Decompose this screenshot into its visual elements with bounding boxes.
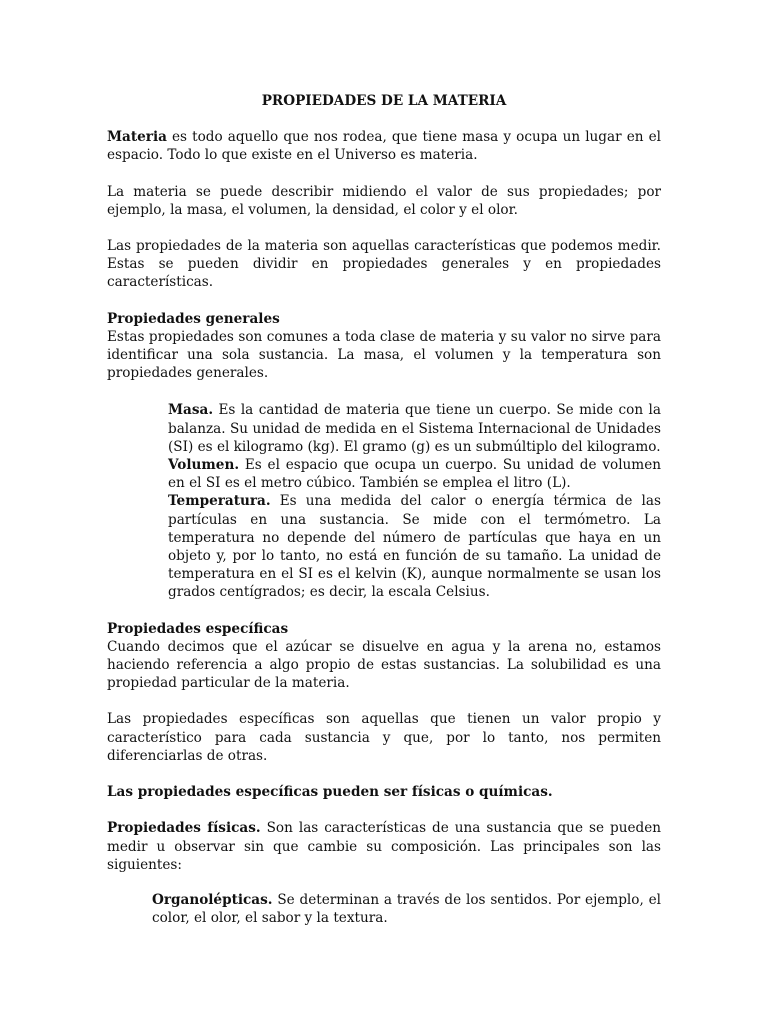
- general-paragraph: Estas propiedades son comunes a toda clase de materia y su valor no sirve para identificar una sola sustancia. La masa, el volumen y la temperatura son propiedades generales.: [107, 328, 661, 382]
- document-page: [107, 92, 661, 927]
- masa-term: Masa.: [168, 402, 214, 419]
- list-item-masa: [168, 401, 661, 456]
- organolepticas-text: Se determinan a través de los sentidos. Por ejemplo, el color, el olor, el sabor y la textura.: [152, 891, 661, 927]
- intro-text: es todo aquello que nos rodea, que tiene masa y ocupa un lugar en el espacio. Todo lo que existe en el Universo es materia.: [107, 129, 661, 164]
- physical-text: Son las características de una sustancia que se pueden medir u observar sin que cambie su composición. Las principales son las siguientes:: [107, 820, 662, 873]
- general-heading: Propiedades generales: [107, 310, 280, 327]
- intro-paragraph: [107, 128, 661, 164]
- describe-paragraph: La materia se puede describir midiendo el valor de sus propiedades; por ejemplo, la masa, el volumen, la densidad, el color y el olor.: [107, 183, 661, 218]
- specific-heading: Propiedades específicas: [107, 620, 289, 637]
- temperatura-term: Temperatura.: [168, 493, 271, 510]
- temperatura-text: Es una medida del calor o energía térmica de las partículas en una sustancia. Se mide con el termómetro. La temperatura no depende del número de partículas que haya en un objeto y, por lo tanto, no está en función de su tamaño. La unidad de temperatura en el SI es el kelvin (K), aunque normalmente se usan los grados centígrados; es decir, la escala Celsius.: [168, 493, 661, 601]
- general-properties-list: [168, 401, 661, 601]
- volumen-text: Es el espacio que ocupa un cuerpo. Su unidad de volumen en el SI es el metro cúbico. También se emplea el litro (L).: [168, 457, 661, 492]
- specific-statement: Las propiedades específicas pueden ser físicas o químicas.: [107, 784, 553, 801]
- volumen-term: Volumen.: [168, 457, 240, 474]
- specific-paragraph: Cuando decimos que el azúcar se disuelve en agua y la arena no, estamos haciendo referencia a algo propio de estas sustancias. La solubilidad es una propiedad particular de la materia.: [107, 638, 661, 692]
- physical-term: Propiedades físicas.: [107, 820, 261, 837]
- specific-paragraph-2: Las propiedades específicas son aquellas que tienen un valor propio y característico para cada sustancia y que, por lo tanto, nos permiten diferenciarlas de otras.: [107, 711, 661, 764]
- organolepticas-term: Organolépticas.: [152, 891, 273, 908]
- measure-paragraph: Las propiedades de la materia son aquellas características que podemos medir. Estas se pueden dividir en propiedades generales y en propiedades características.: [107, 238, 661, 291]
- list-item-temperatura: [168, 492, 661, 601]
- document-title: PROPIEDADES DE LA MATERIA: [261, 93, 507, 109]
- physical-properties-list: [152, 891, 661, 927]
- physical-paragraph: [107, 819, 661, 874]
- intro-term: Materia: [107, 129, 167, 146]
- masa-text: Es la cantidad de materia que tiene un cuerpo. Se mide con la balanza. Su unidad de medida en el Sistema Internacional de Unidades (SI) es el kilogramo (kg). El gramo (g) es un submúltiplo del kilogramo.: [168, 402, 661, 455]
- list-item-volumen: [168, 456, 661, 492]
- list-item-organolepticas: [152, 891, 661, 927]
